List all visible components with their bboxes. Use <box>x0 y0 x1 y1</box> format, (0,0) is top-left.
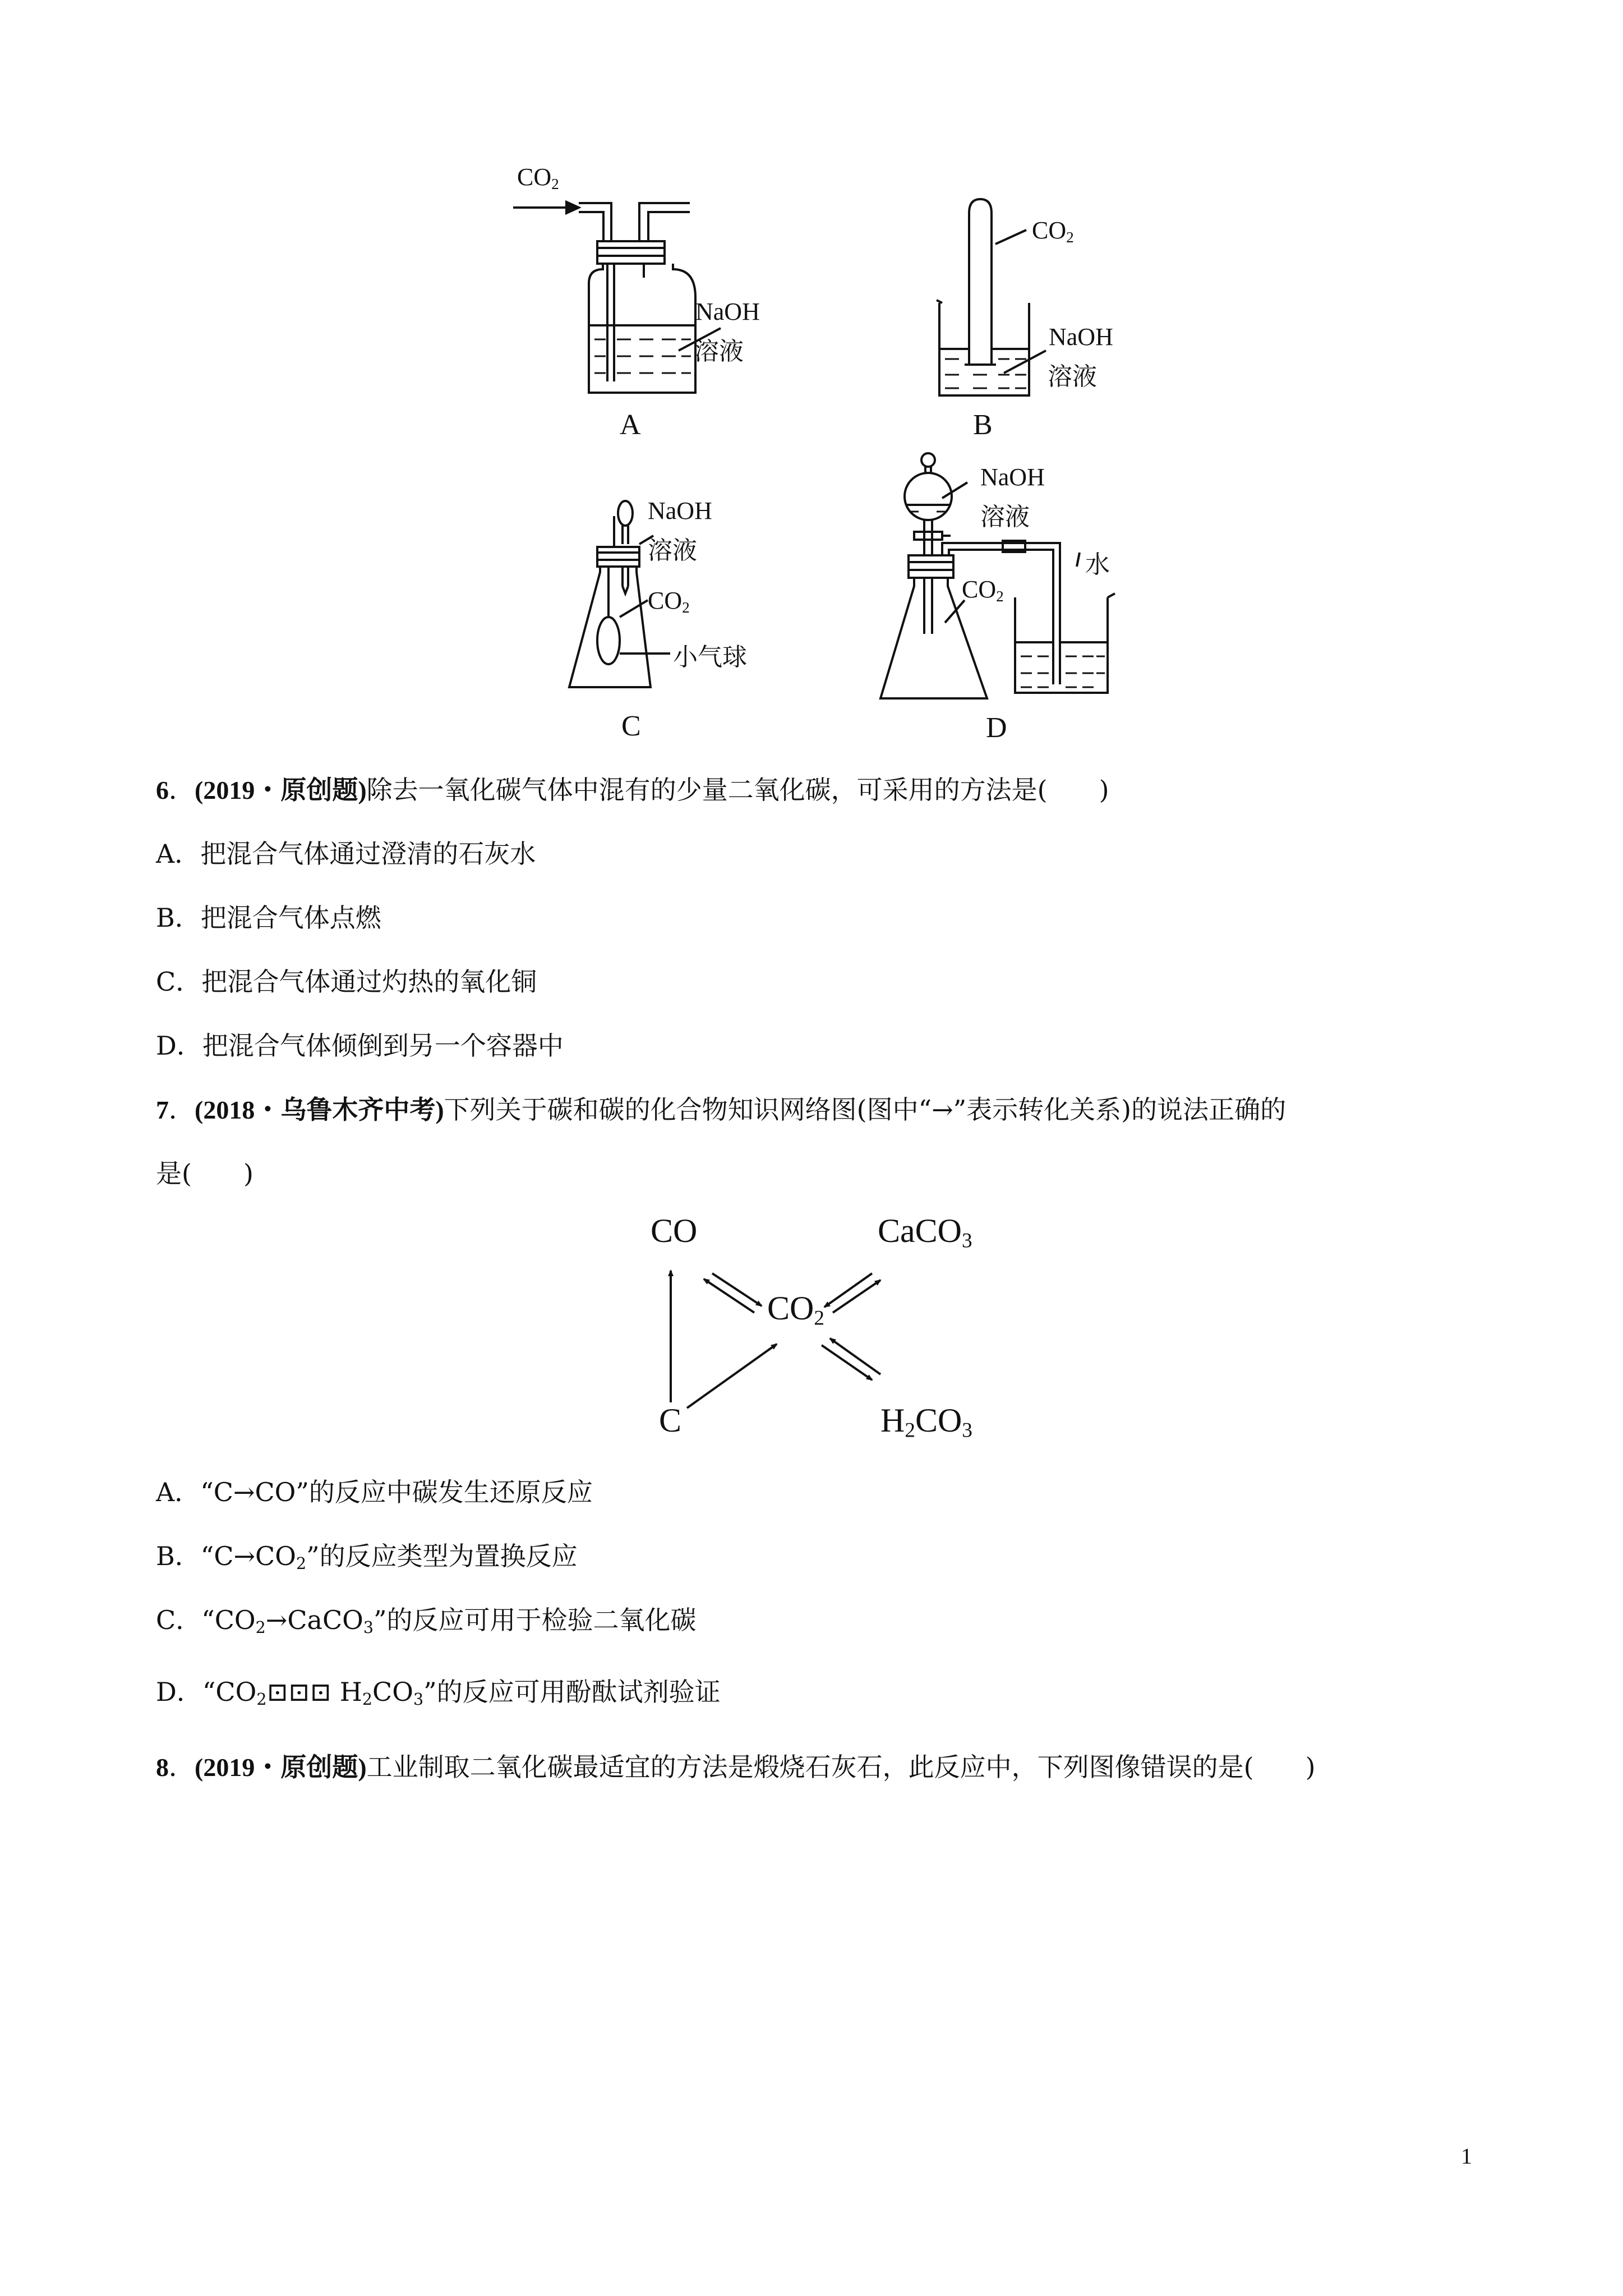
network-node-co: CO <box>651 1212 698 1249</box>
page-number: 1 <box>1461 2143 1472 2169</box>
apparatus-a-solution-label: NaOH <box>695 298 760 325</box>
apparatus-c-solution-label-2: 溶液 <box>648 536 697 565</box>
apparatus-d-solution-label: NaOH <box>980 463 1045 491</box>
apparatus-d-gas-label: $CO_2$ <box>962 576 1004 605</box>
apparatus-d-caption: D <box>986 712 1007 744</box>
apparatus-b-solution-label: NaOH <box>1049 323 1113 351</box>
apparatus-c-gas-label: $CO_2$ <box>648 587 690 616</box>
network-node-h2co3: $H_2CO_3$ <box>880 1402 972 1442</box>
apparatus-c-solution-label: NaOH <box>648 497 712 524</box>
question-7-option-d: D．“$CO_2⊡⊡⊡$ $H_2CO_3$”的反应可用酚酞试剂验证 <box>156 1677 721 1709</box>
question-6-option-c: C．把混合气体通过灼热的氧化铜 <box>156 967 537 997</box>
question-6-option-a: A．把混合气体通过澄清的石灰水 <box>156 839 536 869</box>
question-7-stem: 7．(2018・乌鲁木齐中考)下列关于碳和碳的化合物知识网络图(图中“→”表示转化关系)的说法正确的 <box>156 1094 1287 1125</box>
apparatus-b-solution-label-2: 溶液 <box>1048 362 1097 391</box>
question-6-option-b: B．把混合气体点燃 <box>156 903 381 933</box>
apparatus-a-gas-label: $CO_2$ <box>517 163 559 192</box>
question-6-stem: 6．(2019・原创题)除去一氧化碳气体中混有的少量二氧化碳，可采用的方法是( ) <box>156 775 1109 805</box>
question-6-option-d: D．把混合气体倾倒到另一个容器中 <box>156 1030 564 1061</box>
question-8-stem: 8．(2019・原创题)工业制取二氧化碳最适宜的方法是煅烧石灰石，此反应中，下列图像错误的是( ) <box>156 1752 1316 1782</box>
apparatus-b <box>920 196 1133 409</box>
network-node-co2: $CO_2$ <box>767 1290 824 1330</box>
broken-glyph: ⊡⊡⊡ <box>266 1677 332 1707</box>
apparatus-b-gas-label: $CO_2$ <box>1032 217 1074 246</box>
apparatus-a-caption: A <box>620 409 641 441</box>
apparatus-b-caption: B <box>973 409 993 441</box>
apparatus-d-water-label: 水 <box>1085 550 1110 579</box>
question-7-stem-line2: 是( ) <box>156 1158 253 1189</box>
question-7-option-c: C．“$CO_2\to CaCO_3$”的反应可用于检验二氧化碳 <box>156 1605 697 1637</box>
apparatus-c-caption: C <box>621 710 641 742</box>
question-7-option-b: B．“$C\to CO_2$”的反应类型为置换反应 <box>156 1541 578 1573</box>
network-node-caco3: CaCO$_3$ <box>878 1212 972 1253</box>
apparatus-a-solution-label-2: 溶液 <box>694 337 744 366</box>
network-node-c: C <box>659 1402 682 1439</box>
question-7-option-a: A．“C→CO”的反应中碳发生还原反应 <box>156 1477 593 1507</box>
apparatus-c-balloon-label: 小气球 <box>673 643 747 671</box>
apparatus-d-solution-label-2: 溶液 <box>980 503 1030 531</box>
